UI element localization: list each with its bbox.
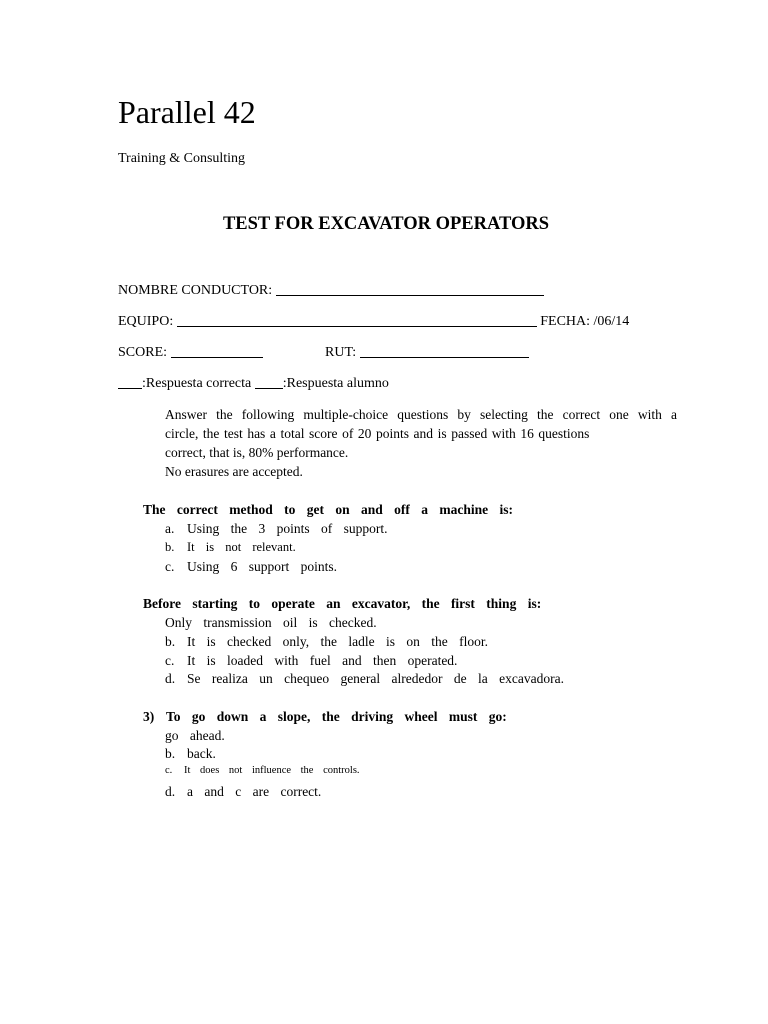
option-letter: d. bbox=[165, 784, 176, 799]
option-text: Se realiza un chequeo general alrededor de la excavadora. bbox=[187, 671, 564, 686]
option-letter: c. bbox=[165, 765, 173, 776]
option-text: It is loaded with fuel and then operated. bbox=[187, 653, 458, 668]
question-1-option-a[interactable] bbox=[165, 521, 388, 537]
option-text: Only transmission oil is checked. bbox=[165, 615, 377, 630]
question-3-option-c[interactable] bbox=[165, 765, 360, 776]
option-letter: b. bbox=[165, 634, 176, 649]
option-text: Using the 3 points of support. bbox=[187, 521, 388, 536]
instruction-line-2: circle, the test has a total score of 20 points and is passed with 16 questions bbox=[165, 426, 590, 441]
driver-name-row bbox=[118, 283, 544, 299]
rut-blank bbox=[360, 356, 529, 358]
company-tagline: Training & Consulting bbox=[118, 151, 246, 166]
score-label: SCORE: bbox=[118, 345, 168, 360]
rut-row bbox=[325, 345, 529, 361]
option-text: go ahead. bbox=[165, 728, 225, 743]
question-2-option-c[interactable] bbox=[165, 653, 457, 669]
question-3-option-d[interactable] bbox=[165, 784, 321, 800]
correct-answer-blank bbox=[118, 387, 142, 389]
question-text: To go down a slope, the driving wheel must go: bbox=[166, 709, 507, 724]
option-letter: b. bbox=[165, 540, 175, 554]
question-1-option-b[interactable] bbox=[165, 540, 296, 555]
question-1-option-c[interactable] bbox=[165, 559, 337, 575]
option-text: Using 6 support points. bbox=[187, 559, 338, 574]
question-3-option-a[interactable] bbox=[165, 728, 225, 744]
driver-name-blank bbox=[276, 294, 544, 296]
answer-legend bbox=[118, 376, 389, 392]
question-2-option-a[interactable] bbox=[165, 615, 377, 631]
option-letter: d. bbox=[165, 671, 176, 686]
equipment-label: EQUIPO: bbox=[118, 314, 174, 329]
score-row bbox=[118, 345, 263, 361]
question-1 bbox=[143, 502, 513, 518]
option-text: It is not relevant. bbox=[187, 540, 296, 554]
question-2 bbox=[143, 596, 541, 612]
question-text: The correct method to get on and off a machine is: bbox=[143, 502, 513, 517]
question-3 bbox=[143, 709, 507, 725]
question-2-option-b[interactable] bbox=[165, 634, 488, 650]
option-text: a and c are correct. bbox=[187, 784, 322, 799]
driver-name-label: NOMBRE CONDUCTOR: bbox=[118, 283, 273, 298]
equipment-row bbox=[118, 314, 629, 330]
student-answer-label: :Respuesta alumno bbox=[282, 376, 389, 391]
student-answer-blank bbox=[255, 387, 283, 389]
option-letter: c. bbox=[165, 653, 175, 668]
option-text: back. bbox=[187, 746, 216, 761]
score-blank bbox=[171, 356, 263, 358]
equipment-blank bbox=[177, 325, 537, 327]
question-text: Before starting to operate an excavator, the first thing is: bbox=[143, 596, 542, 611]
question-number: 3) bbox=[143, 709, 155, 724]
document-title: TEST FOR EXCAVATOR OPERATORS bbox=[222, 214, 550, 234]
date-value: /06/14 bbox=[593, 314, 630, 329]
question-2-option-d[interactable] bbox=[165, 671, 564, 687]
option-letter: a. bbox=[165, 521, 175, 536]
company-name: Parallel 42 bbox=[118, 94, 256, 130]
instruction-line-3: correct, that is, 80% performance. bbox=[165, 445, 349, 460]
option-letter: c. bbox=[165, 559, 175, 574]
date-label: FECHA: bbox=[540, 314, 591, 329]
option-text: It is checked only, the ladle is on the floor. bbox=[187, 634, 488, 649]
option-text: It does not influence the controls. bbox=[184, 765, 360, 776]
correct-answer-label: :Respuesta correcta bbox=[142, 376, 252, 391]
option-letter: b. bbox=[165, 746, 176, 761]
instruction-line-1: Answer the following multiple-choice questions by selecting the correct one with a bbox=[165, 407, 677, 422]
instruction-item-2: No erasures are accepted. bbox=[165, 464, 303, 479]
rut-label: RUT: bbox=[325, 345, 357, 360]
question-3-option-b[interactable] bbox=[165, 746, 216, 762]
